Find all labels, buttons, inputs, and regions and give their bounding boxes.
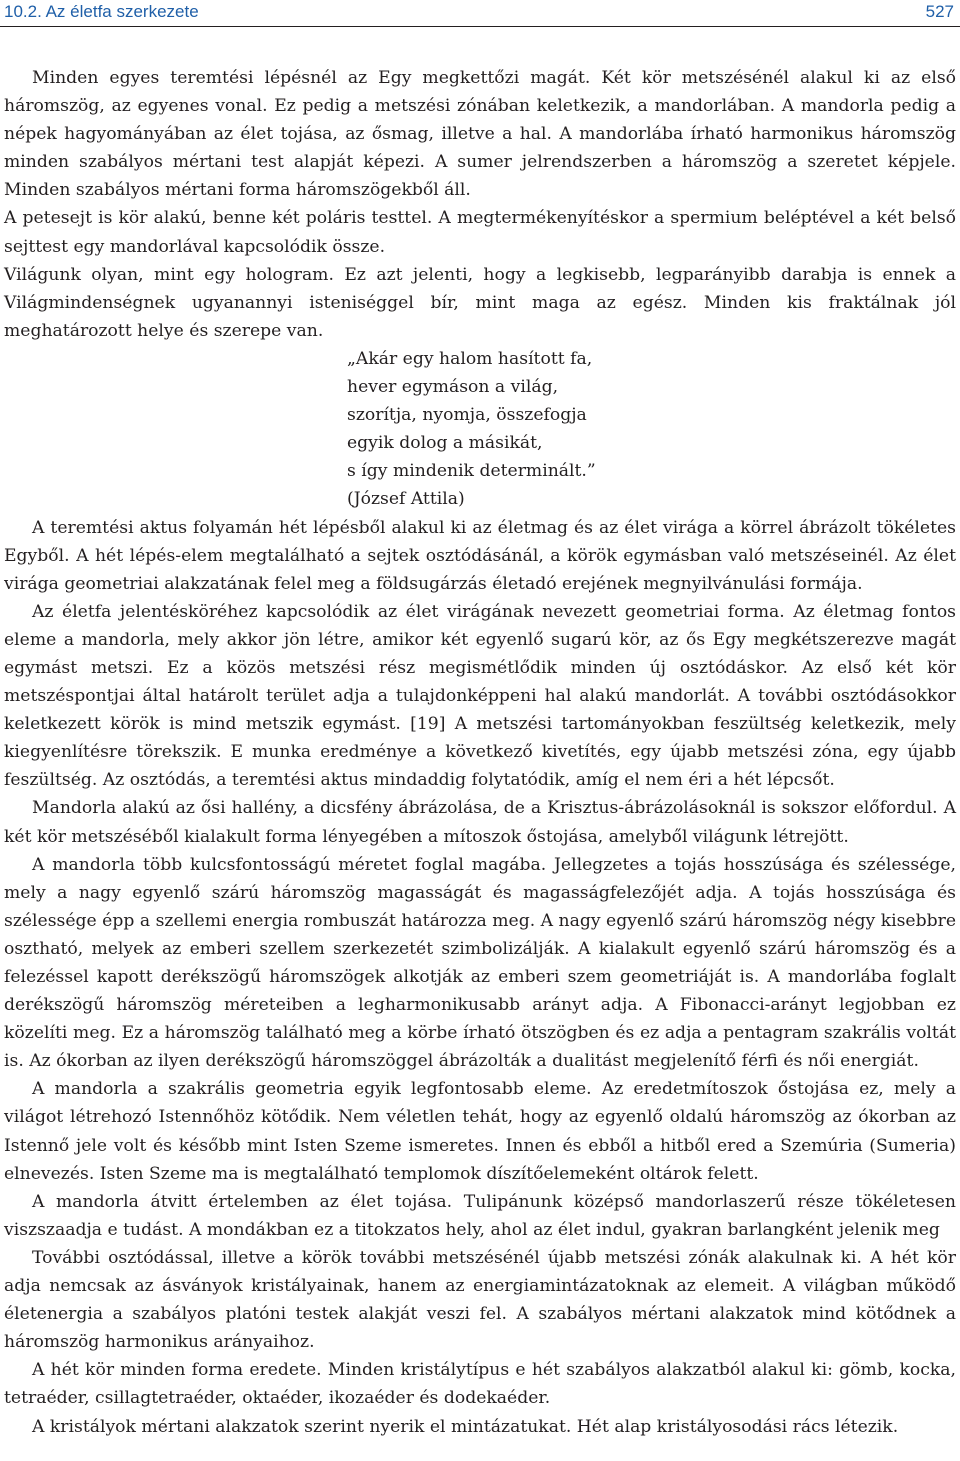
- page-number: 527: [925, 2, 954, 21]
- poem-attribution: (József Attila): [347, 489, 465, 510]
- poem-line: egyik dolog a másikát,: [347, 433, 543, 454]
- paragraph: A mandorla a szakrális geometria egyik legfontosabb eleme. Az eredetmítoszok őstojása ez, mely a világot létrehozó Istennőhöz kötődik. Nem véletlen tehát, hogy az egyenlő oldalú háromszög az ókorban az Istennő jele volt és később mint Isten Szeme ismeretes. Innen és ebből a hitből ered a Szemúria (Sumeria) elnevezés. Isten Szeme ma is megtalálható templomok díszítőelemeként oltárok felett.: [4, 1079, 956, 1184]
- running-header: [0, 0, 960, 27]
- paragraph: A hét kör minden forma eredete. Minden kristálytípus e hét szabályos alakzatból alakul ki: gömb, kocka, tetraéder, csillagtetraéder, oktaéder, ikozaéder és dodekaéder.: [4, 1360, 956, 1409]
- poem-line: „Akár egy halom hasított fa,: [347, 348, 593, 369]
- paragraph: A mandorla átvitt értelemben az élet tojása. Tulipánunk középső mandorlaszerű része tökéletesen viszszaadja e tudást. A mondákban ez a titokzatos hely, ahol az élet indul, gyakran barlangként jelenik meg: [4, 1191, 956, 1240]
- page-body: [4, 64, 956, 1441]
- paragraph: Minden egyes teremtési lépésnél az Egy megkettőzi magát. Két kör metszésénél alakul ki az első háromszög, az egyenes vonal. Ez pedig a metszési zónában keletkezik, a mandorlában. A mandorla pedig a népek hagyományában az élet tojása, az ősmag, illetve a hal. A mandorlába írható harmonikus háromszög minden szabályos mértani test alapját képezi. A sumer jelrendszerben a háromszög a szeretet képjele. Minden szabályos mértani forma háromszögekből áll.: [4, 68, 956, 201]
- paragraph: A petesejt is kör alakú, benne két poláris testtel. A megtermékenyítéskor a spermium beléptével a két belső sejttest egy mandorlával kapcsolódik össze.: [4, 208, 956, 257]
- paragraph: További osztódással, illetve a körök további metszésénél újabb metszési zónák alakulnak ki. A hét kör adja nemcsak az ásványok kristályainak, hanem az energiamintázatoknak az elemeit. A világban működő életenergia a szabályos platóni testek alakját veszi fel. A szabályos mértani alakzatok mind kötődnek a háromszög harmonikus arányaihoz.: [4, 1247, 956, 1353]
- paragraph: A teremtési aktus folyamán hét lépésből alakul ki az életmag és az élet virága a körrel ábrázolt tökéletes Egyből. A hét lépés-elem megtalálható a sejtek osztódásánál, a körök egymásban való metszéseinél. Az élet virága geometriai alakzatának felel meg a földsugárzás életadó erejének megnyilvánulási formája.: [4, 517, 956, 594]
- paragraph: Világunk olyan, mint egy hologram. Ez azt jelenti, hogy a legkisebb, legparányibb darabja is ennek a Világmindenségnek ugyanannyi isteniséggel bír, mint maga az egész. Minden kis fraktálnak jól meghatározott helye és szerepe van.: [4, 264, 956, 341]
- section-title: 10.2. Az életfa szerkezete: [4, 2, 199, 21]
- paragraph: Az életfa jelentésköréhez kapcsolódik az élet virágának nevezett geometriai forma. Az életmag fontos eleme a mandorla, mely akkor jön létre, amikor két egyenlő sugarú kör, az ős Egy megkétszerezve magát egymást metszi. Ez a közös metszési rész megismétlődik minden új osztódáskor. Az első két kör metszéspontjai által határolt terület adja a tulajdonképpeni hal alakú mandorlát. A további osztódásokkor keletkezett körök is mind metszik egymást. [19] A metszési tartományokban feszültség keletkezik, mely kiegyenlítésre törekszik. E munka eredménye a következő kivetítés, egy újabb metszési zóna, egy újabb feszültség. Az osztódás, a teremtési aktus mindaddig folytatódik, amíg el nem éri a hét lépcsőt.: [4, 601, 956, 791]
- poem-line: szorítja, nyomja, összefogja: [347, 405, 587, 426]
- poem-line: hever egymáson a világ,: [347, 377, 559, 398]
- paragraph: Mandorla alakú az ősi hallény, a dicsfény ábrázolása, de a Krisztus-ábrázolásoknál is sokszor előfordul. A két kör metszéséből kialakult forma lényegében a mítoszok őstojása, amelyből világunk létrejött.: [4, 798, 956, 847]
- paragraph: A mandorla több kulcsfontosságú méretet foglal magába. Jellegzetes a tojás hosszúsága és szélessége, mely a nagy egyenlő szárú háromszög magasságát és magasságfelezőjét adja. A tojás hosszúsága és szélessége épp a szellemi energia rombuszát határozza meg. A nagy egyenlő szárú háromszög négy kisebbre osztható, melyek az emberi szellem szerkezetét szimbolizálják. A kialakult egyenlő szárú háromszög és a felezéssel kapott derékszögű háromszögek alkotják az emberi szem geometriáját is. A mandorlába foglalt derékszögű háromszög méreteiben a legharmonikusabb arányt adja. A Fibonacci-arányt legjobban ez közelíti meg. Ez a háromszög található meg a körbe írható ötszögben és ez adja a pentagram szakrális voltát is. Az ókorban az ilyen derékszögű háromszöggel ábrázolták a dualitást megjelenítő férfi és női energiát.: [4, 854, 956, 1072]
- poem-line: s így mindenik determinált.”: [347, 461, 596, 482]
- poem-quote: [347, 345, 956, 514]
- paragraph: A kristályok mértani alakzatok szerint nyerik el mintázatukat. Hét alap kristályosodási rács létezik.: [32, 1416, 899, 1437]
